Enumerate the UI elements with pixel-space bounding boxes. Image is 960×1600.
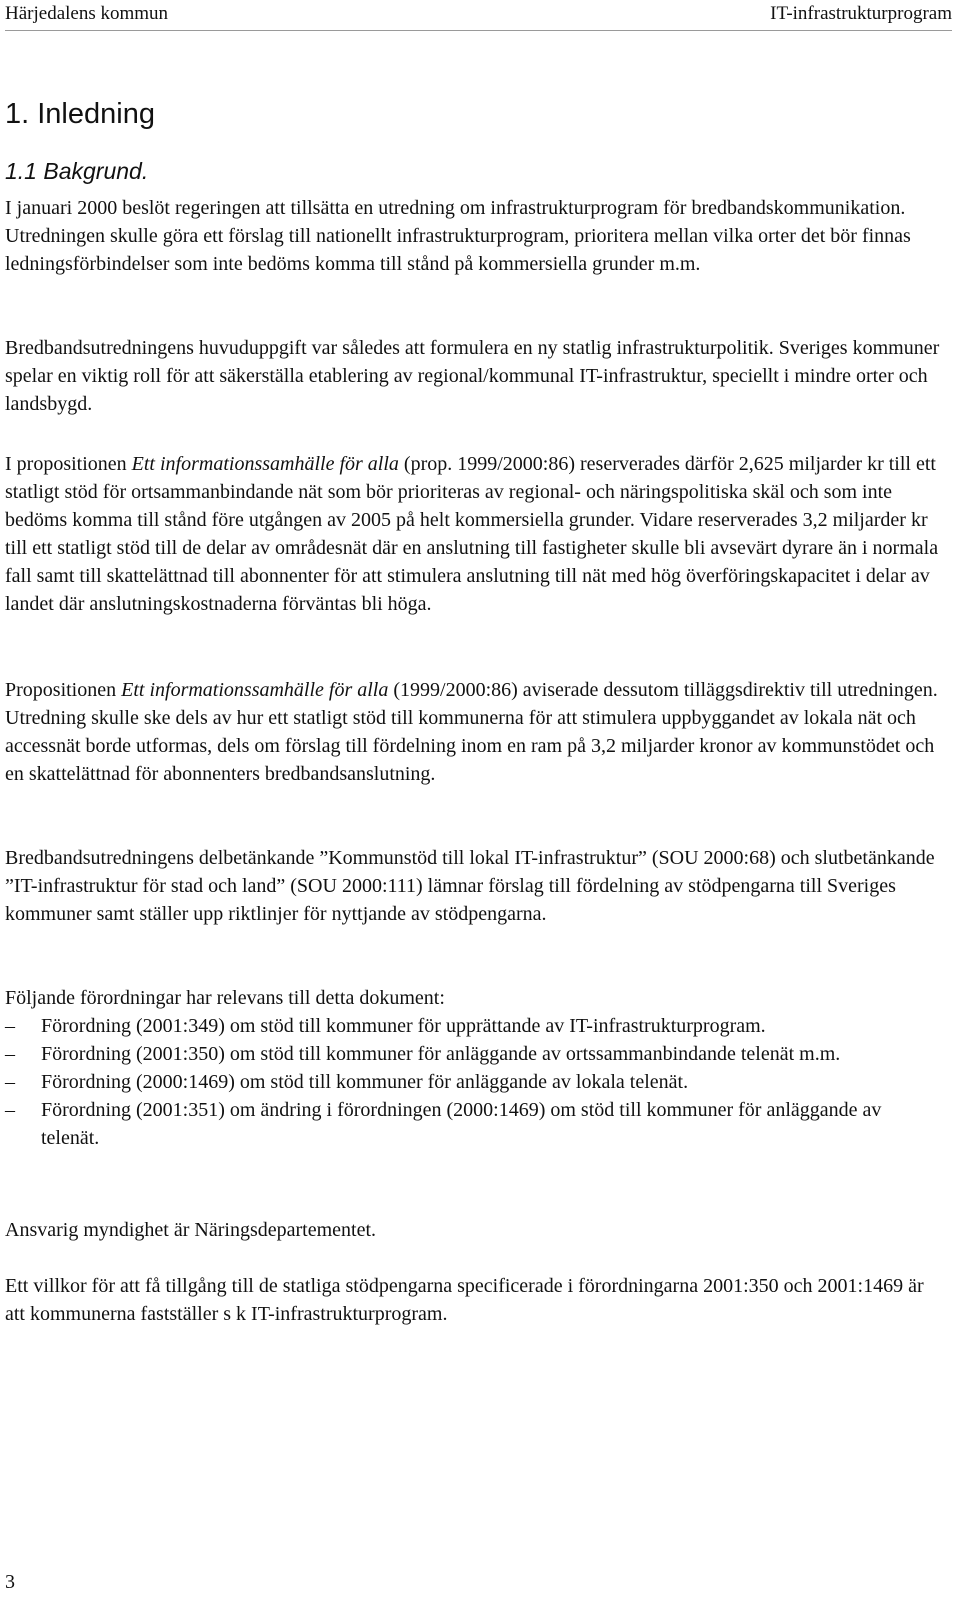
list-item	[5, 1096, 940, 1152]
list-item-text: Förordning (2000:1469) om stöd till kommuner för anläggande av lokala telenät.	[41, 1071, 689, 1093]
paragraph-additional-directive	[5, 676, 940, 788]
paragraph-reports: Bredbandsutredningens delbetänkande ”Kommunstöd till lokal IT-infrastruktur” (SOU 2000:68) och slutbetänkande ”IT-infrastruktur för stad och land” (SOU 2000:111) lämnar förslag till fördelning av stödpengarna till Sveriges kommuner samt ställer upp riktlinjer för nyttjande av stödpengarna.	[5, 847, 935, 925]
section-heading: 1. Inledning	[5, 98, 155, 130]
paragraph-proposition-body: (prop. 1999/2000:86) reserverades därför 2,625 miljarder kr till ett statligt stöd för ortsammanbindande nät som bör prioriteras av regional- och näringspolitiska skäl och som inte bedöms komma till stånd före utgången av 2005 på helt kommersiella grunder. Vidare reserverades 3,2 miljarder kr till ett statligt stöd till de delar av områdesnät där en anslutning till fastigheter skulle bli avsevärt dyrare än i normala fall samt till skattelättnad till abonnenter för att stimulera anslutning till nät med hög överföringskapacitet i delar av landet där anslutningskostnaderna förväntas bli höga.	[5, 453, 939, 615]
paragraph-directive-body: (1999/2000:86) aviserade dessutom tilläggsdirektiv till utredningen. Utredning skulle ske dels av hur ett statligt stöd till kommunerna för att stimulera uppbyggandet av lokala nät och accessnät borde utformas, dels om förslag till fördelning inom en ram på 3,2 miljarder kronor av kommunstödet och en skattelättnad för abonnenters bredbandsanslutning.	[5, 679, 938, 785]
regulations-list	[5, 1012, 940, 1152]
page-header	[5, 2, 952, 31]
paragraph-main-task: Bredbandsutredningens huvuduppgift var således att formulera en ny statlig infrastrukturpolitik. Sveriges kommuner spelar en viktig roll för att säkerställa etablering av regional/kommunal IT-infrastruktur, speciellt i mindre orter och landsbygd.	[5, 337, 940, 415]
dash-bullet-icon: –	[5, 1015, 15, 1037]
header-document-title: IT-infrastrukturprogram	[770, 3, 952, 24]
dash-bullet-icon: –	[5, 1099, 15, 1121]
list-item-text: Förordning (2001:349) om stöd till kommuner för upprättande av IT-infrastrukturprogram.	[41, 1015, 766, 1037]
list-item	[5, 1040, 940, 1068]
page-number: 3	[5, 1571, 15, 1593]
dash-bullet-icon: –	[5, 1071, 15, 1093]
list-item	[5, 1068, 940, 1096]
proposition-title-2: Ett informationssamhälle för alla	[121, 679, 389, 701]
paragraph-directive-lead: Propositionen	[5, 679, 122, 701]
list-item-text: Förordning (2001:351) om ändring i förordningen (2000:1469) om stöd till kommuner för anläggande av telenät.	[41, 1099, 882, 1149]
paragraph-regulations-intro: Följande förordningar har relevans till detta dokument:	[5, 987, 445, 1009]
list-item-text: Förordning (2001:350) om stöd till kommuner för anläggande av ortssammanbindande telenät m.m.	[41, 1043, 841, 1065]
paragraph-conditions: Ett villkor för att få tillgång till de statliga stödpengarna specificerade i förordningarna 2001:350 och 2001:1469 är att kommunerna fastställer s k IT-infrastrukturprogram.	[5, 1275, 924, 1325]
subsection-heading: 1.1 Bakgrund.	[5, 158, 149, 184]
paragraph-proposition-lead: I propositionen	[5, 453, 132, 475]
list-item	[5, 1012, 940, 1040]
dash-bullet-icon: –	[5, 1043, 15, 1065]
header-municipality: Härjedalens kommun	[5, 3, 169, 24]
paragraph-proposition	[5, 450, 940, 618]
proposition-title: Ett informationssamhälle för alla	[131, 453, 399, 475]
paragraph-background: I januari 2000 beslöt regeringen att tillsätta en utredning om infrastrukturprogram för bredbandskommunikation. Utredningen skulle göra ett förslag till nationellt infrastrukturprogram, prioritera mellan vilka orter det bör finnas ledningsförbindelser som inte bedöms komma till stånd på kommersiella grunder m.m.	[5, 197, 911, 275]
paragraph-responsible-authority: Ansvarig myndighet är Näringsdepartementet.	[5, 1219, 376, 1241]
